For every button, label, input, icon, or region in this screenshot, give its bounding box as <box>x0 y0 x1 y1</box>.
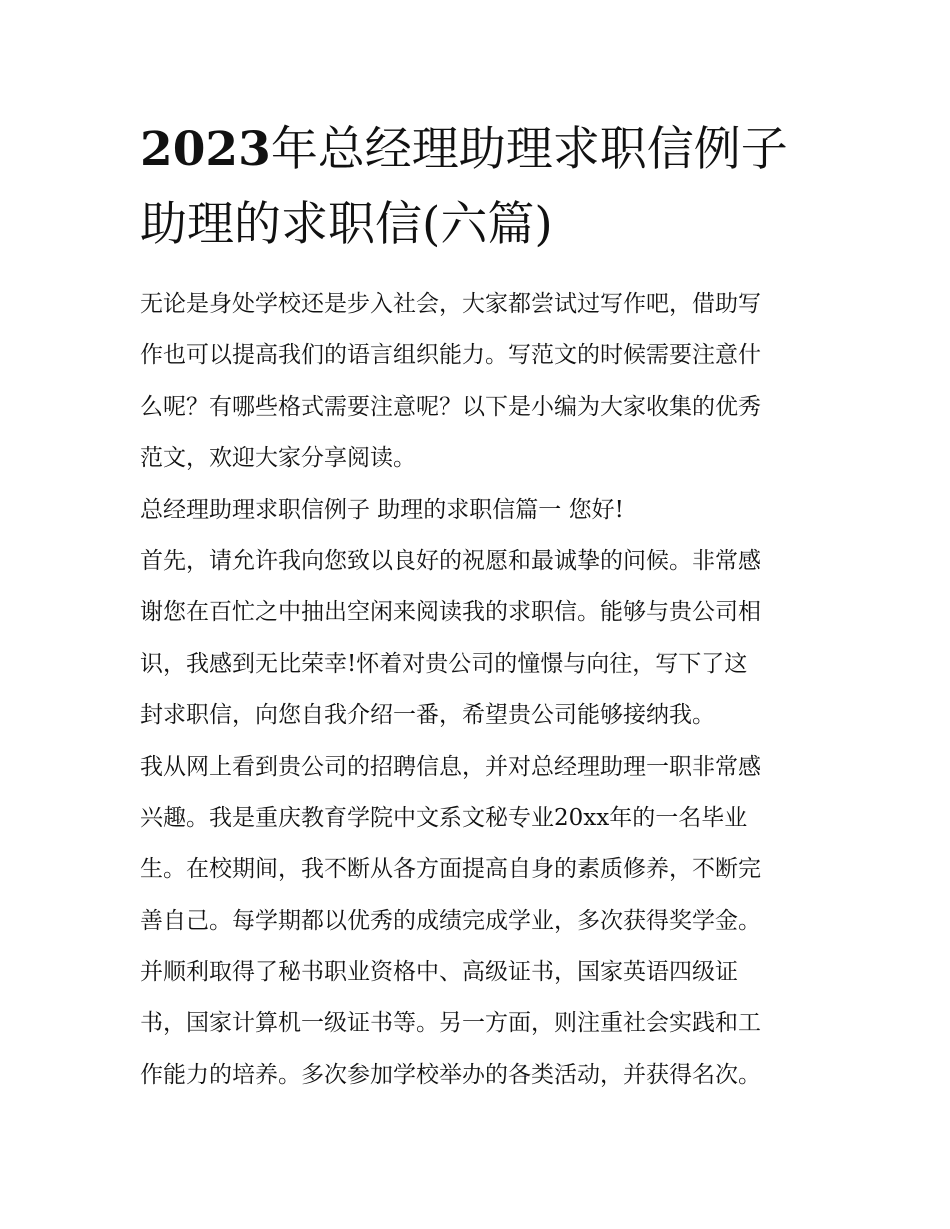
body-line: 书，国家计算机一级证书等。另一方面，则注重社会实践和工 <box>140 1010 761 1037</box>
body-line: 总经理助理求职信例子 助理的求职信篇一 您好! <box>140 496 624 523</box>
title-line-1 <box>140 112 820 187</box>
body-line: 并顺利取得了秘书职业资格中、高级证书，国家英语四级证 <box>140 959 738 986</box>
body-line: 首先，请允许我向您致以良好的祝愿和最诚挚的问候。非常感 <box>140 547 761 574</box>
body-line: 善自己。每学期都以优秀的成绩完成学业，多次获得奖学金。 <box>140 907 761 934</box>
title-year: 2023 <box>140 122 271 177</box>
title-line-1-text: 年总经理助理求职信例子 <box>270 122 788 177</box>
document-body <box>140 279 820 1101</box>
body-line: 作也可以提高我们的语言组织能力。写范文的时候需要注意什 <box>140 342 761 369</box>
body-line: 谢您在百忙之中抽出空闲来阅读我的求职信。能够与贵公司相 <box>140 599 761 626</box>
body-line: 兴趣。我是重庆教育学院中文系文秘专业20xx年的一名毕业 <box>140 804 748 831</box>
document-title <box>140 112 820 262</box>
body-line: 范文，欢迎大家分享阅读。 <box>140 445 416 472</box>
body-line: 封求职信，向您自我介绍一番，希望贵公司能够接纳我。 <box>140 702 715 729</box>
body-line: 识，我感到无比荣幸!怀着对贵公司的憧憬与向往，写下了这 <box>140 650 748 677</box>
title-line-2: 助理的求职信(六篇) <box>140 197 553 252</box>
body-line: 无论是身处学校还是步入社会，大家都尝试过写作吧，借助写 <box>140 291 761 317</box>
body-line: 我从网上看到贵公司的招聘信息，并对总经理助理一职非常感 <box>140 753 761 780</box>
body-line: 作能力的培养。多次参加学校举办的各类活动，并获得名次。 <box>140 1061 761 1088</box>
body-line: 么呢？有哪些格式需要注意呢？以下是小编为大家收集的优秀 <box>140 393 761 420</box>
body-line: 生。在校期间，我不断从各方面提高自身的素质修养，不断完 <box>140 856 761 883</box>
